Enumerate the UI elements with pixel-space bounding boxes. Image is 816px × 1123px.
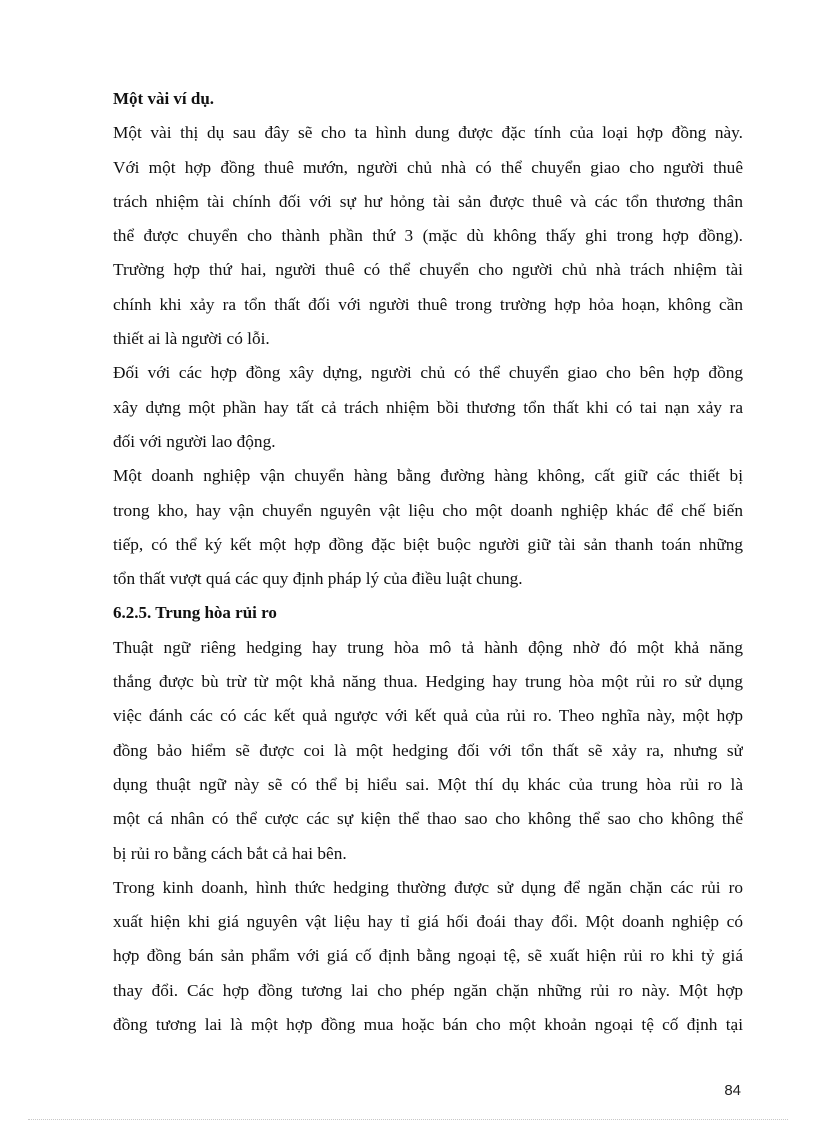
text-line: thiết ai là người có lỗi. (113, 329, 270, 349)
text-line: hợp đồng bán sản phẩm với giá cố định bằng ngoại tệ, sẽ xuất hiện rủi ro khi tỷ giá (113, 946, 743, 966)
text-line: Với một hợp đồng thuê mướn, người chủ nhà có thể chuyển giao cho người thuê (113, 157, 743, 177)
paragraph-hedging-definition (113, 631, 743, 871)
page-body (113, 82, 743, 1042)
text-line: việc đánh các có các kết quả ngược với kết quả của rủi ro. Theo nghĩa này, một hợp (113, 706, 743, 726)
text-line: dụng thuật ngữ này sẽ có thể bị hiểu sai. Một thí dụ khác của trung hòa rủi ro là (113, 774, 743, 794)
text-line: trách nhiệm tài chính đối với sự hư hỏng tài sản được thuê và các tổn thương thân (113, 191, 743, 211)
text-line: thắng được bù trừ từ một khả năng thua. Hedging hay trung hòa một rủi ro sử dụng (113, 672, 743, 692)
text-line: xây dựng một phần hay tất cả trách nhiệm bồi thương tổn thất khi có tai nạn xảy ra (113, 397, 743, 417)
page-number: 84 (724, 1082, 741, 1099)
text-line: đối với người lao động. (113, 431, 276, 451)
text-line: đồng tương lai là một hợp đồng mua hoặc bán cho một khoản ngoại tệ cố định tại (113, 1015, 743, 1035)
text-line: Một doanh nghiệp vận chuyển hàng bằng đường hàng không, cất giữ các thiết bị (113, 466, 743, 486)
text-line: chính khi xảy ra tổn thất đối với người thuê trong trường hợp hỏa hoạn, không cần (113, 294, 743, 314)
text-line: tiếp, có thể ký kết một hợp đồng đặc biệt buộc người giữ tài sản thanh toán những (113, 534, 743, 554)
text-line: một cá nhân có thể cược các sự kiện thể thao sao cho không thể sao cho không thể (113, 809, 743, 829)
text-line: trong kho, hay vận chuyển nguyên vật liệu cho một doanh nghiệp khác để chế biến (113, 500, 743, 520)
paragraph-construction-example (113, 356, 743, 459)
paragraph-hedging-business (113, 871, 743, 1042)
footer-divider (28, 1119, 788, 1120)
text-line: Đối với các hợp đồng xây dựng, người chủ có thể chuyển giao cho bên hợp đồng (113, 363, 743, 383)
paragraph-lease-example (113, 116, 743, 356)
paragraph-transport-example (113, 459, 743, 596)
text-line: bị rủi ro bằng cách bắt cả hai bên. (113, 843, 347, 863)
text-line: Trường hợp thứ hai, người thuê có thể chuyển cho người chủ nhà trách nhiệm tài (113, 260, 743, 280)
text-line: Một vài thị dụ sau đây sẽ cho ta hình dung được đặc tính của loại hợp đồng này. (113, 123, 743, 143)
text-line: đồng bảo hiểm sẽ được coi là một hedging đối với tổn thất sẽ xảy ra, nhưng sử (113, 740, 743, 760)
section-heading-hedging: 6.2.5. Trung hòa rủi ro (113, 603, 277, 623)
text-line: Trong kinh doanh, hình thức hedging thường được sử dụng để ngăn chặn các rủi ro (113, 877, 743, 897)
text-line: thể được chuyển cho thành phần thứ 3 (mặc dù không thấy ghi trong hợp đồng). (113, 226, 743, 246)
section-heading-examples: Một vài ví dụ. (113, 89, 215, 108)
text-line: tổn thất vượt quá các quy định pháp lý của điều luật chung. (113, 569, 523, 589)
text-line: Thuật ngữ riêng hedging hay trung hòa mô tả hành động nhờ đó một khả năng (113, 637, 743, 657)
text-line: thay đổi. Các hợp đồng tương lai cho phép ngăn chặn những rủi ro này. Một hợp (113, 980, 743, 1000)
text-line: xuất hiện khi giá nguyên vật liệu hay tỉ giá hối đoái thay đổi. Một doanh nghiệp có (113, 912, 743, 932)
